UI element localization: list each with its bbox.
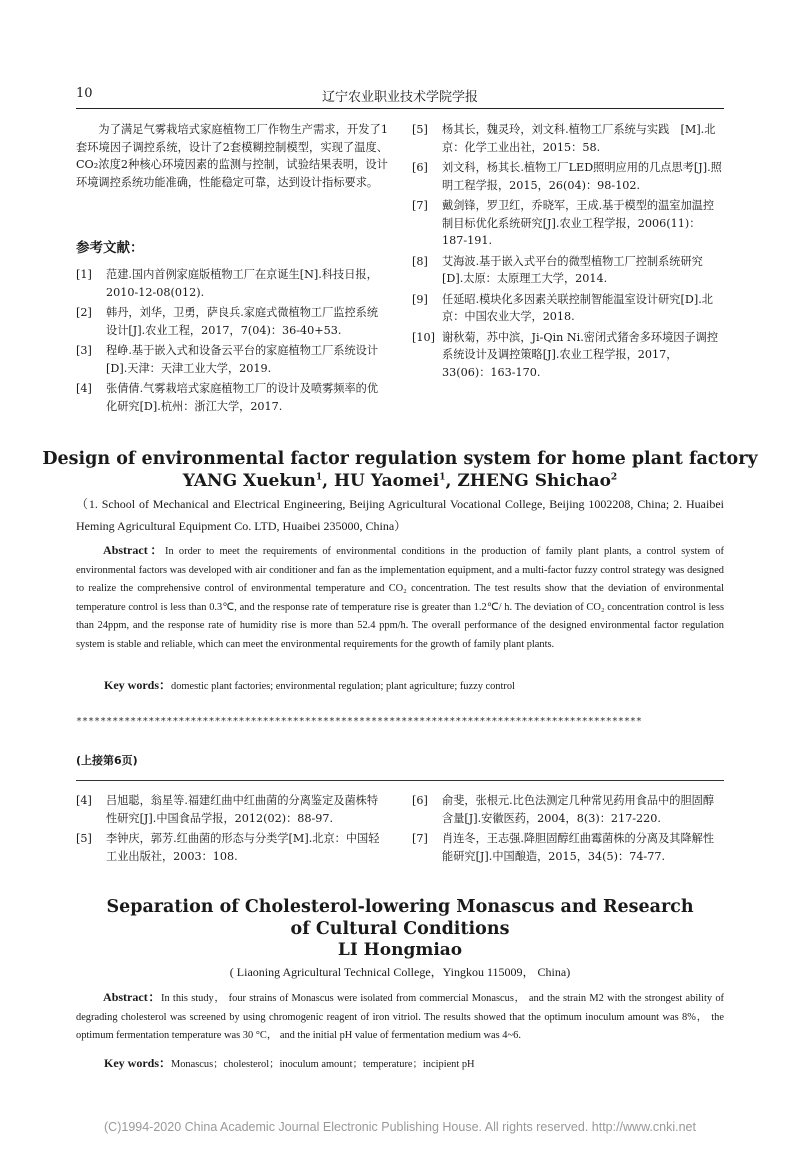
reference-item [76, 792, 388, 827]
page-number: 10 [76, 86, 93, 101]
reference-number: [1] [76, 268, 92, 281]
author-line: LI Hongmiao [337, 940, 463, 960]
reference-text: 任延昭.模块化多因素关联控制智能温室设计研究[D].北京：中国农业大学，2018. [442, 292, 713, 323]
reference-number: [4] [76, 794, 92, 807]
reference-item [76, 304, 388, 339]
author-affiliation-marker: 2 [610, 472, 618, 483]
reference-item [412, 830, 724, 865]
reference-item [412, 253, 724, 288]
reference-text: 杨其长，魏灵玲，刘文科.植物工厂系统与实践 [M].北京：化学工业出社，2015：58. [442, 123, 716, 154]
reference-number: [3] [76, 344, 92, 357]
reference-text: 程峥.基于嵌入式和设备云平台的家庭植物工厂系统设计[D].天津：天津工业大学，2019. [106, 344, 379, 375]
abstract-text: In order to meet the requirements of environmental conditions in the production of family plant plants, a control system of environmental factors was developed with air conditioner and fan as the implementation equipment, and a multi-factor fuzzy control strategy was designed to realize the comprehensive control of environmental temperature and CO₂ concentration. The test results show that the deviation of environmental temperature control is less than 0.3℃, and the response rate of temperature rise is greater than 1.2℃/ h. The deviation of CO₂ concentration control is less than 24ppm, and the response rate of humidity rise is more than 52.4 ppm/h. The overall performance of the designed environmental factor regulation system is stable and reliable, which can meet the environmental requirements for the growth of family plant plants. [76, 546, 725, 650]
reference-text: 肖连冬，王志强.降胆固醇红曲霉菌株的分离及其降解性能研究[J].中国酿造，2015，34(5)：74-77. [442, 832, 715, 863]
author-separator: , [445, 471, 458, 491]
references-left-column [76, 792, 388, 868]
reference-item [412, 792, 724, 827]
reference-number: [10] [412, 330, 435, 344]
reference-item [76, 830, 388, 865]
author-line [0, 471, 800, 491]
reference-text: 李钟庆，郭芳.红曲菌的形态与分类学[M].北京：中国轻工业出版社，2003：108. [106, 832, 380, 863]
author-affiliation-marker: 1 [315, 472, 323, 483]
reference-text: 戴剑锋，罗卫红，乔晓军，王成.基于模型的温室加温控制目标优化系统研究[J].农业工程学报，2006(11)：187-191. [442, 199, 715, 247]
references-right-column [412, 121, 724, 384]
reference-item [412, 121, 724, 156]
keywords [104, 1054, 724, 1071]
affiliation: ( Liaoning Agricultural Technical College，Yingkou 115009， China) [229, 965, 571, 979]
references-right-column [412, 792, 724, 868]
english-title-line-2: of Cultural Conditions [290, 919, 510, 939]
reference-number: [7] [412, 832, 428, 845]
references-left-column [76, 266, 388, 418]
reference-number: [9] [412, 292, 428, 306]
author-name: ZHENG Shichao [457, 471, 611, 491]
reference-item [412, 291, 724, 326]
abstract-text: In this study， four strains of Monascus were isolated from commercial Monascus， and the strain M2 with the strongest ability of degrading cholesterol was screened by using chromogenic reagent of iron vitriol. The results showed that the optimum inoculum amount was 8%， the optimum fermentation temperature was 30 °C， and the initial pH value of fermentation medium was 4~6. [76, 993, 725, 1041]
keywords [104, 676, 724, 693]
journal-title: 辽宁农业职业技术学院学报 [321, 90, 478, 105]
author-affiliation-marker: 1 [439, 472, 446, 483]
reference-text: 吕旭聪，翁星等.福建红曲中红曲菌的分离鉴定及菌株特性研究[J].中国食品学报，2012(02)：88-97. [106, 794, 379, 825]
reference-text: 俞斐，张根元.比色法测定几种常见药用食品中的胆固醇含量[J].安徽医药，2004，8(3)：217-220. [442, 794, 715, 825]
header-rule [76, 108, 724, 109]
reference-text: 韩丹，刘华，卫勇，萨良兵.家庭式微植物工厂监控系统设计[J].农业工程，2017，7(04)：36-40+53. [106, 306, 379, 337]
reference-item [76, 380, 388, 415]
reference-text: 谢秋菊，苏中滨，Ji-Qin Ni.密闭式猪舍多环境因子调控系统设计及调控策略[J].农业工程学报，2017，33(06)：163-170. [442, 330, 719, 379]
abstract [76, 541, 724, 654]
reference-number: [4] [76, 382, 92, 395]
reference-number: [5] [76, 832, 92, 845]
affiliation: （1. School of Mechanical and Electrical Engineering, Beijing Agricultural Vocational College, Beijing 1002208, China; 2. Huaibei Heming Agricultural Equipment Co. LTD, Huaibei 235000, China） [76, 497, 724, 533]
abstract-label: Abstract： [103, 543, 166, 557]
author-separator: , [322, 471, 334, 491]
english-title: Design of environmental factor regulation system for home plant factory [42, 449, 758, 469]
keywords-text: domestic plant factories; environmental regulation; plant agriculture; fuzzy control [171, 681, 515, 692]
keywords-label: Key words： [104, 678, 171, 692]
keywords-text: Monascus；cholesterol；inoculum amount；temperature；incipient pH [171, 1059, 475, 1070]
reference-text: 刘文科，杨其长.植物工厂LED照明应用的几点思考[J].照明工程学报，2015，26(04)：98-102. [442, 161, 722, 192]
reference-number: [7] [412, 199, 428, 212]
abstract [76, 988, 724, 1046]
reference-item [412, 197, 724, 250]
copyright-footer: (C)1994-2020 China Academic Journal Electronic Publishing House. All rights reserved. http://www.cnki.net [104, 1120, 696, 1134]
reference-item [412, 329, 724, 382]
intro-paragraph: 为了满足气雾栽培式家庭植物工厂作物生产需求，开发了1套环境因子调控系统，设计了2套模糊控制模型，实现了温度、CO₂浓度2种核心环境因素的监测与控制，试验结果表明，设计环境调控系统功能准确，性能稳定可靠，达到设计指标要求。 [76, 123, 388, 189]
reference-item [76, 266, 388, 301]
abstract-label: Abstract： [103, 990, 162, 1004]
reference-number: [2] [76, 306, 92, 319]
reference-number: [6] [412, 161, 428, 174]
continued-rule [76, 780, 724, 781]
reference-number: [6] [412, 794, 428, 807]
reference-text: 范建.国内首例家庭版植物工厂在京诞生[N].科技日报，2010-12-08(012). [106, 268, 378, 299]
author-name: HU Yaomei [333, 471, 440, 491]
references-heading: 参考文献： [76, 240, 144, 256]
reference-item [76, 342, 388, 377]
article-separator: ********************************************************************************************** [76, 716, 642, 727]
continued-from-note: (上接第6页) [76, 754, 138, 767]
reference-number: [8] [412, 254, 428, 268]
reference-text: 艾海波.基于嵌入式平台的微型植物工厂控制系统研究[D].太原：太原理工大学，2014. [442, 254, 703, 285]
reference-text: 张倩倩.气雾栽培式家庭植物工厂的设计及喷雾频率的优化研究[D].杭州：浙江大学，2017. [106, 382, 379, 413]
english-title-line-1: Separation of Cholesterol-lowering Monascus and Research [106, 897, 694, 917]
keywords-label: Key words： [104, 1056, 171, 1070]
reference-number: [5] [412, 123, 428, 136]
reference-item [412, 159, 724, 194]
author-name: YANG Xuekun [182, 471, 316, 491]
